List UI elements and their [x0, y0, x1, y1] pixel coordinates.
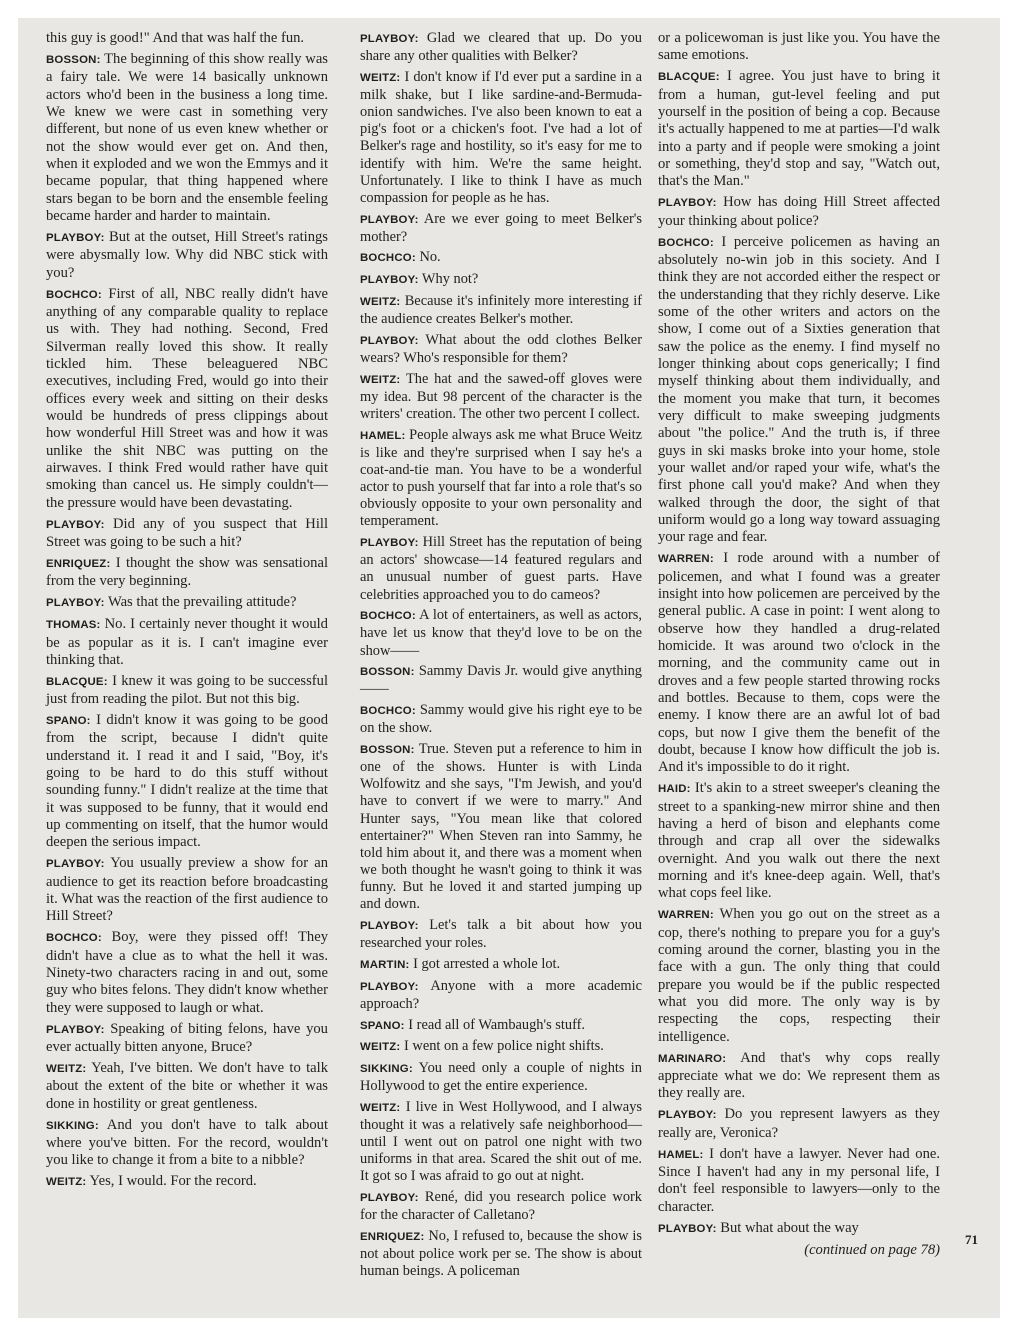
paragraph-text: I rode around with a number of policemen, and what I found was a greater insight into how policemen are perceived by the general public. A case in point: I went along to observe how they handled a drug-related homicide. It was around two o'clock in the morning, and the community came out in droves and a few people started throwing rocks and bottles. Because to them, cops were the enemy. I know there are an awful lot of bad cops, but now I give them the benefit of the doubt, because I know how difficult the job is. And it's impossible to do it right.: [658, 550, 940, 776]
interview-paragraph: [360, 978, 642, 1013]
speaker-name: WEITZ:: [360, 295, 401, 308]
interview-paragraph: [360, 663, 642, 698]
speaker-name: BOCHCO:: [360, 705, 416, 718]
speaker-name: PLAYBOY:: [46, 231, 105, 244]
speaker-name: BLACQUE:: [46, 675, 108, 688]
paragraph-text: I read all of Wambaugh's stuff.: [408, 1016, 586, 1033]
paragraph-text: And you don't have to talk about where you've bitten. For the record, wouldn't you like to change it from a bite to a nibble?: [46, 1116, 329, 1169]
paragraph-text: Boy, were they pissed off! They didn't have a clue as to what the hell it was. Ninety-two characters racing in and out, some guy who bites felons. They didn't know whether they were supposed to laugh or what.: [46, 929, 328, 1016]
interview-paragraph: [360, 1228, 642, 1280]
paragraph-text: René, did you research police work for the character of Calletano?: [360, 1189, 643, 1224]
speaker-name: BOCHCO:: [658, 236, 714, 249]
speaker-name: WEITZ:: [46, 1062, 87, 1075]
speaker-name: BLACQUE:: [658, 71, 720, 84]
speaker-name: THOMAS:: [46, 619, 101, 632]
paragraph-text: What about the odd clothes Belker wears? Who's responsible for them?: [360, 331, 642, 366]
text-column-2: [360, 30, 642, 1284]
interview-paragraph: [658, 30, 940, 65]
speaker-name: WEITZ:: [360, 1101, 401, 1114]
interview-paragraph: [46, 229, 328, 282]
paragraph-text: I don't have a lawyer. Never had one. Since I haven't had any in my personal life, I don't feel responsible to lawyers—only to the character.: [658, 1145, 940, 1215]
speaker-name: WARREN:: [658, 909, 714, 922]
speaker-name: BOSSON:: [46, 53, 101, 66]
continued-note: (continued on page 78): [804, 1241, 940, 1258]
interview-paragraph: [360, 1189, 642, 1224]
speaker-name: MARTIN:: [360, 958, 410, 971]
page-number: 71: [965, 1232, 978, 1247]
speaker-name: PLAYBOY:: [46, 518, 105, 531]
paragraph-text: Do you represent lawyers as they really are, Veronica?: [658, 1106, 940, 1141]
speaker-name: BOCHCO:: [360, 610, 416, 623]
speaker-name: PLAYBOY:: [46, 1023, 105, 1036]
interview-paragraph: [360, 607, 642, 659]
speaker-name: ENRIQUEZ:: [360, 1231, 425, 1244]
paragraph-text: Let's talk a bit about how you researched your roles.: [360, 917, 642, 952]
speaker-name: BOCHCO:: [46, 288, 102, 301]
interview-paragraph: [658, 906, 940, 1046]
paragraph-text: The beginning of this show really was a fairy tale. We were 14 basically unknown actors who'd been in the business a long time. We knew we were cast in something very different, but none of us even knew whether or not the show would ever get on. And then, when it exploded and we won the Emmys and it became popular, that thing happened where stars began to be born and the ensemble feeling became harder and harder to maintain.: [46, 50, 328, 225]
paragraph-text: this guy is good!" And that was half the fun.: [46, 30, 305, 46]
paragraph-text: I didn't know it was going to be good from the script, because I didn't quite understand it. I read it and I said, "Boy, it's going to be hard to do this stuff without sounding funny." I didn't realize at the time that it was supposed to be funny, that it would end up commenting on itself, that the humor would deepen the serious impact.: [46, 712, 328, 851]
paragraph-text: Why not?: [421, 271, 479, 288]
paragraph-text: Because it's infinitely more interesting if the audience creates Belker's mother.: [360, 292, 642, 328]
paragraph-text: Yes, I would. For the record.: [89, 1173, 257, 1190]
interview-paragraph: [360, 534, 642, 604]
interview-paragraph: [46, 1021, 328, 1057]
speaker-name: SIKKING:: [46, 1119, 99, 1132]
paragraph-text: I don't know if I'd ever put a sardine in a milk shake, but I like sardine-and-Bermuda-onion sandwiches. I've also been known to eat a pig's foot or a chicken's foot. I've had a lot of Belker's rage and hostility, so it's easy for me to identify with him. We're the same height. Unfortunately. I like to think I have as much compassion for people as he has.: [360, 68, 642, 206]
interview-paragraph: [360, 1038, 642, 1056]
speaker-name: PLAYBOY:: [360, 1192, 419, 1205]
interview-paragraph: [360, 293, 642, 328]
paragraph-text: Sammy Davis Jr. would give anything——: [360, 663, 642, 698]
interview-paragraph: [360, 1060, 642, 1095]
speaker-name: HAMEL:: [360, 429, 406, 442]
paragraph-text: Did any of you suspect that Hill Street was going to be such a hit?: [46, 515, 329, 550]
interview-paragraph: [46, 855, 328, 925]
interview-paragraph: [46, 51, 328, 225]
interview-paragraph: [360, 917, 642, 952]
paragraph-text: or a policewoman is just like you. You have the same emotions.: [658, 30, 940, 64]
interview-paragraph: [46, 673, 328, 709]
interview-paragraph: [658, 780, 940, 902]
speaker-name: BOSSON:: [360, 744, 415, 757]
interview-paragraph: [46, 286, 328, 512]
speaker-name: PLAYBOY:: [658, 1109, 717, 1122]
paragraph-text: A lot of entertainers, as well as actors, have let us know that they'd love to be on the show——: [360, 607, 642, 659]
speaker-name: BOCHCO:: [360, 252, 416, 265]
speaker-name: BOCHCO:: [46, 932, 102, 945]
interview-paragraph: [360, 249, 642, 267]
interview-paragraph: [360, 211, 642, 246]
paragraph-text: No. I certainly never thought it would be as popular as it is. I can't imagine ever thinking that.: [46, 616, 328, 668]
paragraph-text: I knew it was going to be successful just from reading the pilot. But not this big.: [46, 672, 328, 708]
paragraph-text: People always ask me what Bruce Weitz is like and they're surprised when I say he's a coat-and-tie man. You have to be a wonderful actor to push yourself that far into a role that's so obviously opposite to your own personality and temperament.: [360, 426, 642, 530]
paragraph-text: Was that the prevailing attitude?: [107, 594, 297, 611]
interview-paragraph: [46, 616, 328, 669]
speaker-name: HAMEL:: [658, 1148, 704, 1161]
paragraph-text: You need only a couple of nights in Hollywood to get the entire experience.: [360, 1060, 642, 1095]
text-column-1: [46, 30, 328, 1195]
paragraph-text: You usually preview a show for an audience to get its reaction before broadcasting it. What was the reaction of the first audience to Hill Street?: [46, 855, 328, 925]
paragraph-text: First of all, NBC really didn't have anything of any comparable quality to replace us with. They had nothing. Second, Fred Silverman really loved this show. It really tickled him. These beleaguered NBC executives, including Fred, would go into their offices every week and sitting on their desks would be hundreds of press clippings about how wonderful Hill Street was and how it was unlike the shit NBC was putting on the airwaves. I think Fred would rather have quit smoking than cancel us. He simply couldn't—the pressure would have been devastating.: [46, 285, 328, 511]
interview-paragraph: [658, 550, 940, 776]
interview-paragraph: [46, 555, 328, 591]
speaker-name: MARINARO:: [658, 1052, 727, 1065]
speaker-name: PLAYBOY:: [360, 274, 419, 287]
paragraph-text: True. Steven put a reference to him in one of the shows. Hunter is with Linda Wolfowitz and she says, "I'm Jewish, and you'd have to convert if we were to marry." And Hunter says, "You mean like that colored entertainer?" When Steven ran into Sammy, he told him about it, and there was a moment when we both thought he wasn't going to think it was funny. But he loved it and started jumping up and down.: [360, 741, 642, 913]
magazine-page: [18, 18, 1000, 1318]
paragraph-text: But what about the way: [720, 1219, 859, 1236]
speaker-name: PLAYBOY:: [658, 197, 717, 210]
paragraph-text: I agree. You just have to bring it from a human, gut-level feeling and put yourself in the position of being a cop. Because it's actually happened to me at parties—I'd walk into a party and if people were smoking a joint or something, they'd stop and say, "Watch out, that's the Man.": [658, 68, 940, 190]
speaker-name: ENRIQUEZ:: [46, 557, 111, 570]
speaker-name: PLAYBOY:: [46, 597, 105, 610]
speaker-name: PLAYBOY:: [360, 33, 419, 45]
paragraph-text: But at the outset, Hill Street's ratings were abysmally low. Why did NBC stick with you?: [46, 228, 328, 281]
interview-paragraph: [658, 68, 940, 190]
interview-paragraph: [360, 702, 642, 737]
interview-paragraph: [658, 194, 940, 230]
speaker-name: WARREN:: [658, 553, 714, 566]
interview-paragraph: [360, 1099, 642, 1186]
interview-paragraph: [46, 929, 328, 1017]
interview-paragraph: [658, 1050, 940, 1103]
interview-paragraph: [360, 371, 642, 423]
paragraph-text: I got arrested a whole lot.: [413, 955, 561, 972]
interview-paragraph: [360, 1017, 642, 1035]
interview-paragraph: [360, 69, 642, 207]
interview-paragraph: [360, 332, 642, 367]
speaker-name: HAID:: [658, 783, 691, 796]
paragraph-text: No.: [419, 249, 441, 266]
paragraph-text: How has doing Hill Street affected your thinking about police?: [658, 194, 940, 229]
speaker-name: SPANO:: [360, 1019, 405, 1032]
interview-paragraph: [360, 741, 642, 913]
interview-paragraph: [360, 30, 642, 65]
speaker-name: PLAYBOY:: [360, 213, 419, 226]
speaker-name: WEITZ:: [360, 71, 401, 84]
interview-paragraph: [46, 712, 328, 852]
speaker-name: SIKKING:: [360, 1063, 413, 1076]
paragraph-text: Yeah, I've bitten. We don't have to talk about the extent of the bite or whether it was done in hostility or great gentleness.: [46, 1059, 328, 1112]
paragraph-text: I went on a few police night shifts.: [404, 1038, 604, 1055]
speaker-name: PLAYBOY:: [658, 1222, 717, 1235]
paragraph-text: When you go out on the street as a cop, there's nothing to prepare you for a guy's coming around the corner, blasting you in the face with a gun. The only thing that could prepare you would be if the public respected what you did more. The only way is by respecting the cops, respecting their intelligence.: [658, 906, 940, 1045]
speaker-name: BOSSON:: [360, 666, 415, 679]
interview-paragraph: [360, 271, 642, 289]
paragraph-text: I live in West Hollywood, and I always thought it was a relatively safe neighborhood—until I went out on patrol one night with two uniforms in that area. Scared the shit out of me. It got so I was afraid to go out at night.: [360, 1098, 642, 1185]
paragraph-text: Sammy would give his right eye to be on the show.: [360, 702, 642, 737]
interview-paragraph: [46, 594, 328, 612]
speaker-name: PLAYBOY:: [360, 537, 419, 550]
speaker-name: WEITZ:: [360, 1041, 401, 1054]
paragraph-text: The hat and the sawed-off gloves were my idea. But 98 percent of the character is the writers' creation. The other two percent I collect.: [360, 370, 642, 422]
speaker-name: PLAYBOY:: [360, 920, 419, 933]
interview-paragraph: [658, 1146, 940, 1216]
interview-paragraph: [360, 956, 642, 974]
speaker-name: WEITZ:: [46, 1176, 87, 1189]
paragraph-text: Are we ever going to meet Belker's mother?: [360, 210, 642, 245]
paragraph-text: No, I refused to, because the show is not about police work per se. The show is about human beings. A policeman: [360, 1228, 642, 1280]
interview-paragraph: [658, 1106, 940, 1142]
interview-paragraph: [46, 1060, 328, 1113]
interview-paragraph: [46, 1117, 328, 1170]
paragraph-text: I perceive policemen as having an absolutely no-win job in this society. And I think they are not accorded either the respect or the understanding that they richly deserve. Like some of the other writers and actors on the show, I come out of a Sixties generation that saw the police as the enemy. I find myself no longer thinking about cops generically; I find myself thinking about them individually, and the moment you make that turn, it becomes very difficult to make sweeping judgments about "the police." And the truth is, if three guys in ski masks broke into your home, stole your wallet and/or raped your wife, what's the first phone call you'd make? And when they walked through the door, the sight of that uniform would go a long way toward assuaging your rage and fear.: [658, 233, 940, 546]
text-column-3: [658, 30, 940, 1259]
interview-paragraph: [46, 1173, 328, 1191]
interview-paragraph: [658, 1220, 940, 1238]
interview-paragraph: [46, 516, 328, 552]
speaker-name: PLAYBOY:: [360, 334, 419, 347]
paragraph-text: Hill Street has the reputation of being an actors' showcase—14 featured regulars and an unusual number of guest parts. Have celebrities approached you to do cameos?: [360, 534, 642, 603]
interview-paragraph: [46, 30, 328, 47]
speaker-name: WEITZ:: [360, 373, 401, 386]
speaker-name: SPANO:: [46, 715, 91, 728]
speaker-name: PLAYBOY:: [360, 980, 419, 993]
paragraph-text: And that's why cops really appreciate what we do: We represent them as they really are.: [658, 1049, 941, 1102]
paragraph-text: I thought the show was sensational from the very beginning.: [46, 554, 328, 590]
paragraph-text: Anyone with a more academic approach?: [360, 977, 642, 1012]
paragraph-text: Speaking of biting felons, have you ever actually bitten anyone, Bruce?: [46, 1020, 328, 1056]
paragraph-text: Glad we cleared that up. Do you share any other qualities with Belker?: [360, 30, 642, 65]
interview-paragraph: [658, 234, 940, 547]
speaker-name: PLAYBOY:: [46, 858, 105, 871]
interview-paragraph: [360, 427, 642, 531]
paragraph-text: It's akin to a street sweeper's cleaning the street to a spanking-new mirror shine and then having a herd of bison and elephants come through and crap all over the sidewalks overnight. And you walk out there the next morning and it's knee-deep again. Well, that's what cops feel like.: [658, 780, 940, 902]
